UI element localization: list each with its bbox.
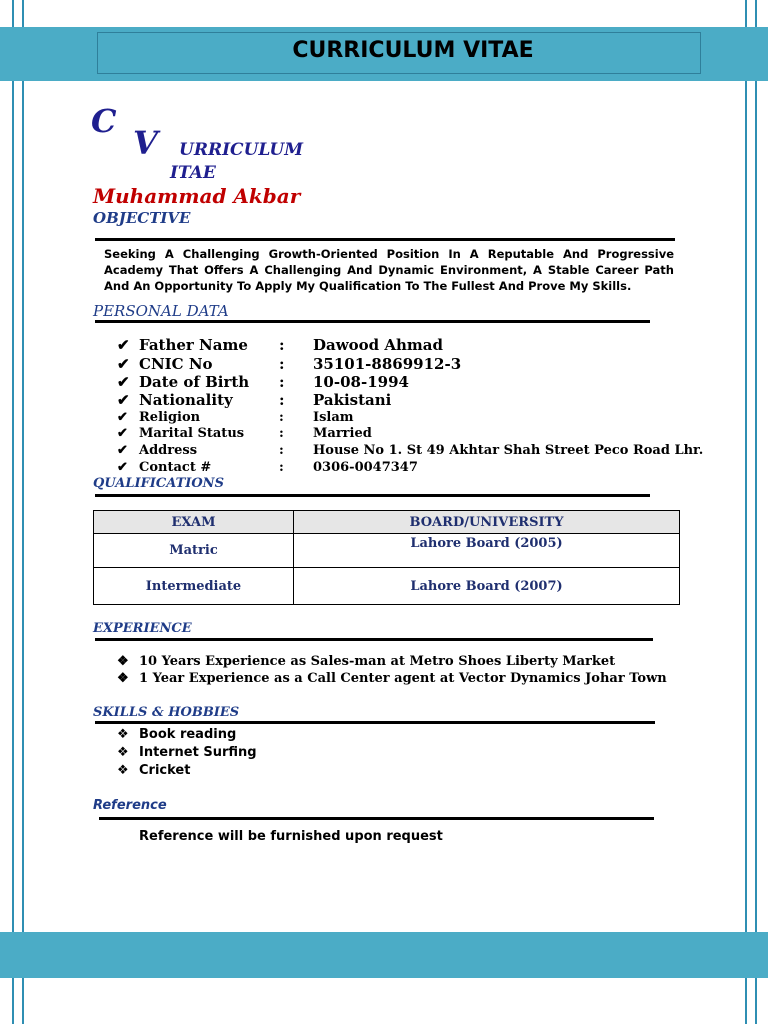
personal-label: Address	[139, 443, 198, 458]
check-icon: ✔	[117, 443, 128, 458]
table-cell-board: Lahore Board (2007)	[294, 568, 680, 605]
personal-value: House No 1. St 49 Akhtar Shah Street Peco Road Lhr.	[313, 443, 704, 458]
skill-text: Cricket	[139, 763, 191, 778]
personal-label: Nationality	[139, 391, 233, 409]
objective-rule	[95, 238, 675, 241]
personal-colon: :	[279, 426, 284, 441]
diamond-bullet-icon: ❖	[117, 671, 129, 686]
personal-label: Father Name	[139, 336, 248, 354]
personal-value: Dawood Ahmad	[313, 336, 443, 354]
table-cell-exam: Matric	[94, 534, 294, 568]
table-cell-board: Lahore Board (2005)	[294, 534, 680, 568]
qualifications-rule	[95, 494, 650, 497]
reference-heading: Reference	[93, 798, 167, 813]
table-header-row	[94, 511, 680, 534]
personal-label: Religion	[139, 410, 201, 425]
personal-colon: :	[279, 460, 284, 475]
skill-text: Internet Surfing	[139, 745, 257, 760]
right-border-line-outer	[755, 0, 757, 1024]
diamond-bullet-icon: ❖	[117, 763, 129, 778]
personal-value: 35101-8869912-3	[313, 355, 462, 373]
personal-value: 10-08-1994	[313, 373, 409, 391]
diamond-bullet-icon: ❖	[117, 745, 129, 760]
personal-value: Islam	[313, 410, 354, 425]
personal-data-rule	[95, 320, 650, 323]
objective-text: Seeking A Challenging Growth-Oriented Position In A Reputable And Progressive Academy That Offers A Challenging And Dynamic Environment, A Stable Career Path And An Opportunity To Apply My Qualification To The Fullest And Prove My Skills.	[104, 247, 674, 293]
skills-heading: SKILLS & HOBBIES	[93, 705, 240, 720]
check-icon: ✔	[117, 410, 128, 425]
page-title: CURRICULUM VITAE	[292, 38, 534, 63]
personal-colon: :	[279, 373, 285, 391]
personal-colon: :	[279, 410, 284, 425]
personal-data-heading: PERSONAL DATA	[93, 302, 229, 320]
objective-heading: OBJECTIVE	[93, 209, 191, 227]
personal-label: Marital Status	[139, 426, 245, 441]
personal-label: Contact #	[139, 460, 212, 475]
personal-label: Date of Birth	[139, 373, 250, 391]
right-border-line-inner	[745, 0, 747, 1024]
cv-word-itae: ITAE	[170, 163, 216, 183]
candidate-name: Muhammad Akbar	[93, 184, 301, 208]
reference-rule	[99, 817, 654, 820]
personal-value: Pakistani	[313, 391, 392, 409]
check-icon: ✔	[117, 426, 128, 441]
table-cell-exam: Intermediate	[94, 568, 294, 605]
table-row	[94, 568, 680, 605]
table-row	[94, 534, 680, 568]
personal-colon: :	[279, 443, 284, 458]
personal-value: Married	[313, 426, 372, 441]
check-icon: ✔	[117, 460, 128, 475]
check-icon: ✔	[117, 336, 130, 354]
reference-text: Reference will be furnished upon request	[139, 829, 443, 844]
left-border-line-inner	[22, 0, 24, 1024]
experience-heading: EXPERIENCE	[93, 621, 192, 636]
experience-rule	[95, 638, 653, 641]
personal-label: CNIC No	[139, 355, 213, 373]
table-header-exam: EXAM	[94, 511, 294, 534]
footer-band	[0, 932, 768, 978]
personal-colon: :	[279, 391, 285, 409]
qualifications-table	[93, 510, 680, 605]
check-icon: ✔	[117, 391, 130, 409]
cv-initial-v: V	[133, 124, 158, 162]
diamond-bullet-icon: ❖	[117, 654, 129, 669]
check-icon: ✔	[117, 373, 130, 391]
cv-initial-c: C	[91, 102, 117, 140]
skill-text: Book reading	[139, 727, 237, 742]
personal-colon: :	[279, 355, 285, 373]
experience-text: 1 Year Experience as a Call Center agent at Vector Dynamics Johar Town	[139, 671, 667, 686]
experience-text: 10 Years Experience as Sales-man at Metro Shoes Liberty Market	[139, 654, 616, 669]
personal-colon: :	[279, 336, 285, 354]
personal-value: 0306-0047347	[313, 460, 418, 475]
left-border-line-outer	[12, 0, 14, 1024]
table-header-board: BOARD/UNIVERSITY	[294, 511, 680, 534]
check-icon: ✔	[117, 355, 130, 373]
diamond-bullet-icon: ❖	[117, 727, 129, 742]
skills-rule	[95, 721, 655, 724]
cv-word-urriculum: URRICULUM	[179, 140, 304, 160]
qualifications-heading: QUALIFICATIONS	[93, 476, 224, 491]
